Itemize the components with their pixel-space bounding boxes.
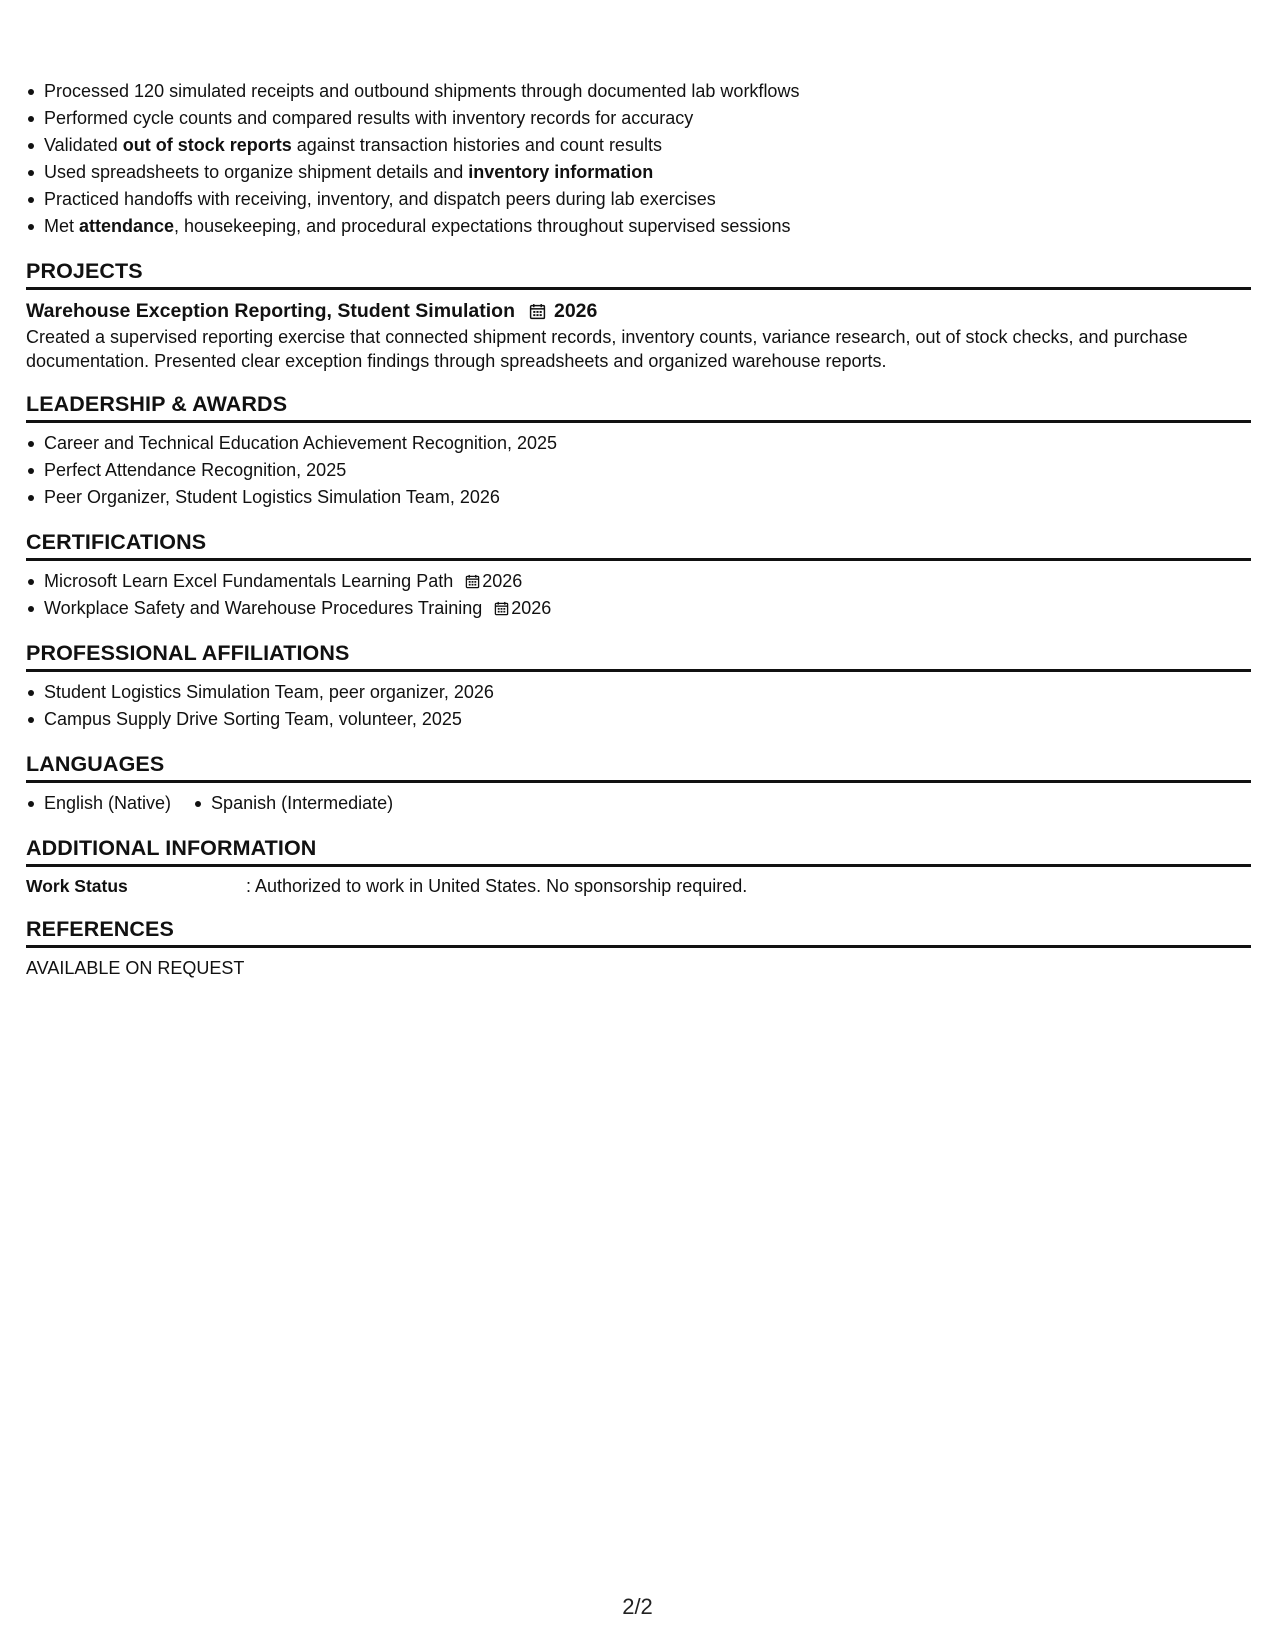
certification-item <box>44 568 1251 595</box>
references-text: AVAILABLE ON REQUEST <box>26 958 245 978</box>
experience-bullet: Practiced handoffs with receiving, inventory, and dispatch peers during lab exercises <box>44 186 1251 213</box>
certification-item <box>44 595 1251 622</box>
certification-year: 2026 <box>482 571 523 591</box>
language-list <box>26 790 1251 817</box>
leadership-section <box>26 391 1251 511</box>
project-header <box>26 297 1251 325</box>
projects-section <box>26 258 1251 373</box>
language-item: English (Native) <box>44 790 171 817</box>
section-title: PROJECTS <box>26 258 1251 290</box>
project-description: Created a supervised reporting exercise that connected shipment records, inventory counts, variance research, out of stock checks, and purchase documentation. Presented clear exception findings through spreadsheets and organized warehouse reports. <box>26 327 1188 371</box>
experience-bullet-list <box>26 78 1251 240</box>
work-status-label: Work Status <box>26 876 128 896</box>
resume-page-2 <box>26 78 1251 982</box>
certification-name: Microsoft Learn Excel Fundamentals Learning Path <box>44 571 454 591</box>
additional-info-section <box>26 835 1251 898</box>
work-status-value: : Authorized to work in United States. No sponsorship required. <box>246 876 748 896</box>
experience-bullet: Validated out of stock reports against transaction histories and count results <box>44 132 1251 159</box>
award-item: Career and Technical Education Achievement Recognition, 2025 <box>44 430 1251 457</box>
calendar-icon <box>529 303 546 320</box>
project-year: 2026 <box>553 299 598 322</box>
certification-year: 2026 <box>511 598 552 618</box>
affiliations-section <box>26 640 1251 733</box>
affiliation-item: Campus Supply Drive Sorting Team, volunteer, 2025 <box>44 706 1251 733</box>
award-item: Peer Organizer, Student Logistics Simulation Team, 2026 <box>44 484 1251 511</box>
affiliation-item: Student Logistics Simulation Team, peer organizer, 2026 <box>44 679 1251 706</box>
section-title: REFERENCES <box>26 916 1251 948</box>
page-number: 2/2 <box>622 1594 653 1619</box>
languages-section <box>26 751 1251 817</box>
experience-bullet: Processed 120 simulated receipts and outbound shipments through documented lab workflows <box>44 78 1251 105</box>
affiliation-list <box>26 679 1251 733</box>
section-title: LANGUAGES <box>26 751 1251 783</box>
project-name: Warehouse Exception Reporting, Student Simulation <box>26 299 515 322</box>
calendar-icon <box>465 574 480 589</box>
section-title: LEADERSHIP & AWARDS <box>26 391 1251 423</box>
award-list <box>26 430 1251 511</box>
section-title: ADDITIONAL INFORMATION <box>26 835 1251 867</box>
section-title: PROFESSIONAL AFFILIATIONS <box>26 640 1251 672</box>
certifications-section <box>26 529 1251 622</box>
language-item: Spanish (Intermediate) <box>211 790 393 817</box>
experience-bullet: Performed cycle counts and compared results with inventory records for accuracy <box>44 105 1251 132</box>
award-item: Perfect Attendance Recognition, 2025 <box>44 457 1251 484</box>
section-title: CERTIFICATIONS <box>26 529 1251 561</box>
experience-bullet: Met attendance, housekeeping, and procedural expectations throughout supervised sessions <box>44 213 1251 240</box>
certification-name: Workplace Safety and Warehouse Procedures Training <box>44 598 483 618</box>
work-status-row <box>26 874 1251 898</box>
experience-bullet: Used spreadsheets to organize shipment details and inventory information <box>44 159 1251 186</box>
certification-list <box>26 568 1251 622</box>
calendar-icon <box>494 601 509 616</box>
references-section <box>26 916 1251 982</box>
